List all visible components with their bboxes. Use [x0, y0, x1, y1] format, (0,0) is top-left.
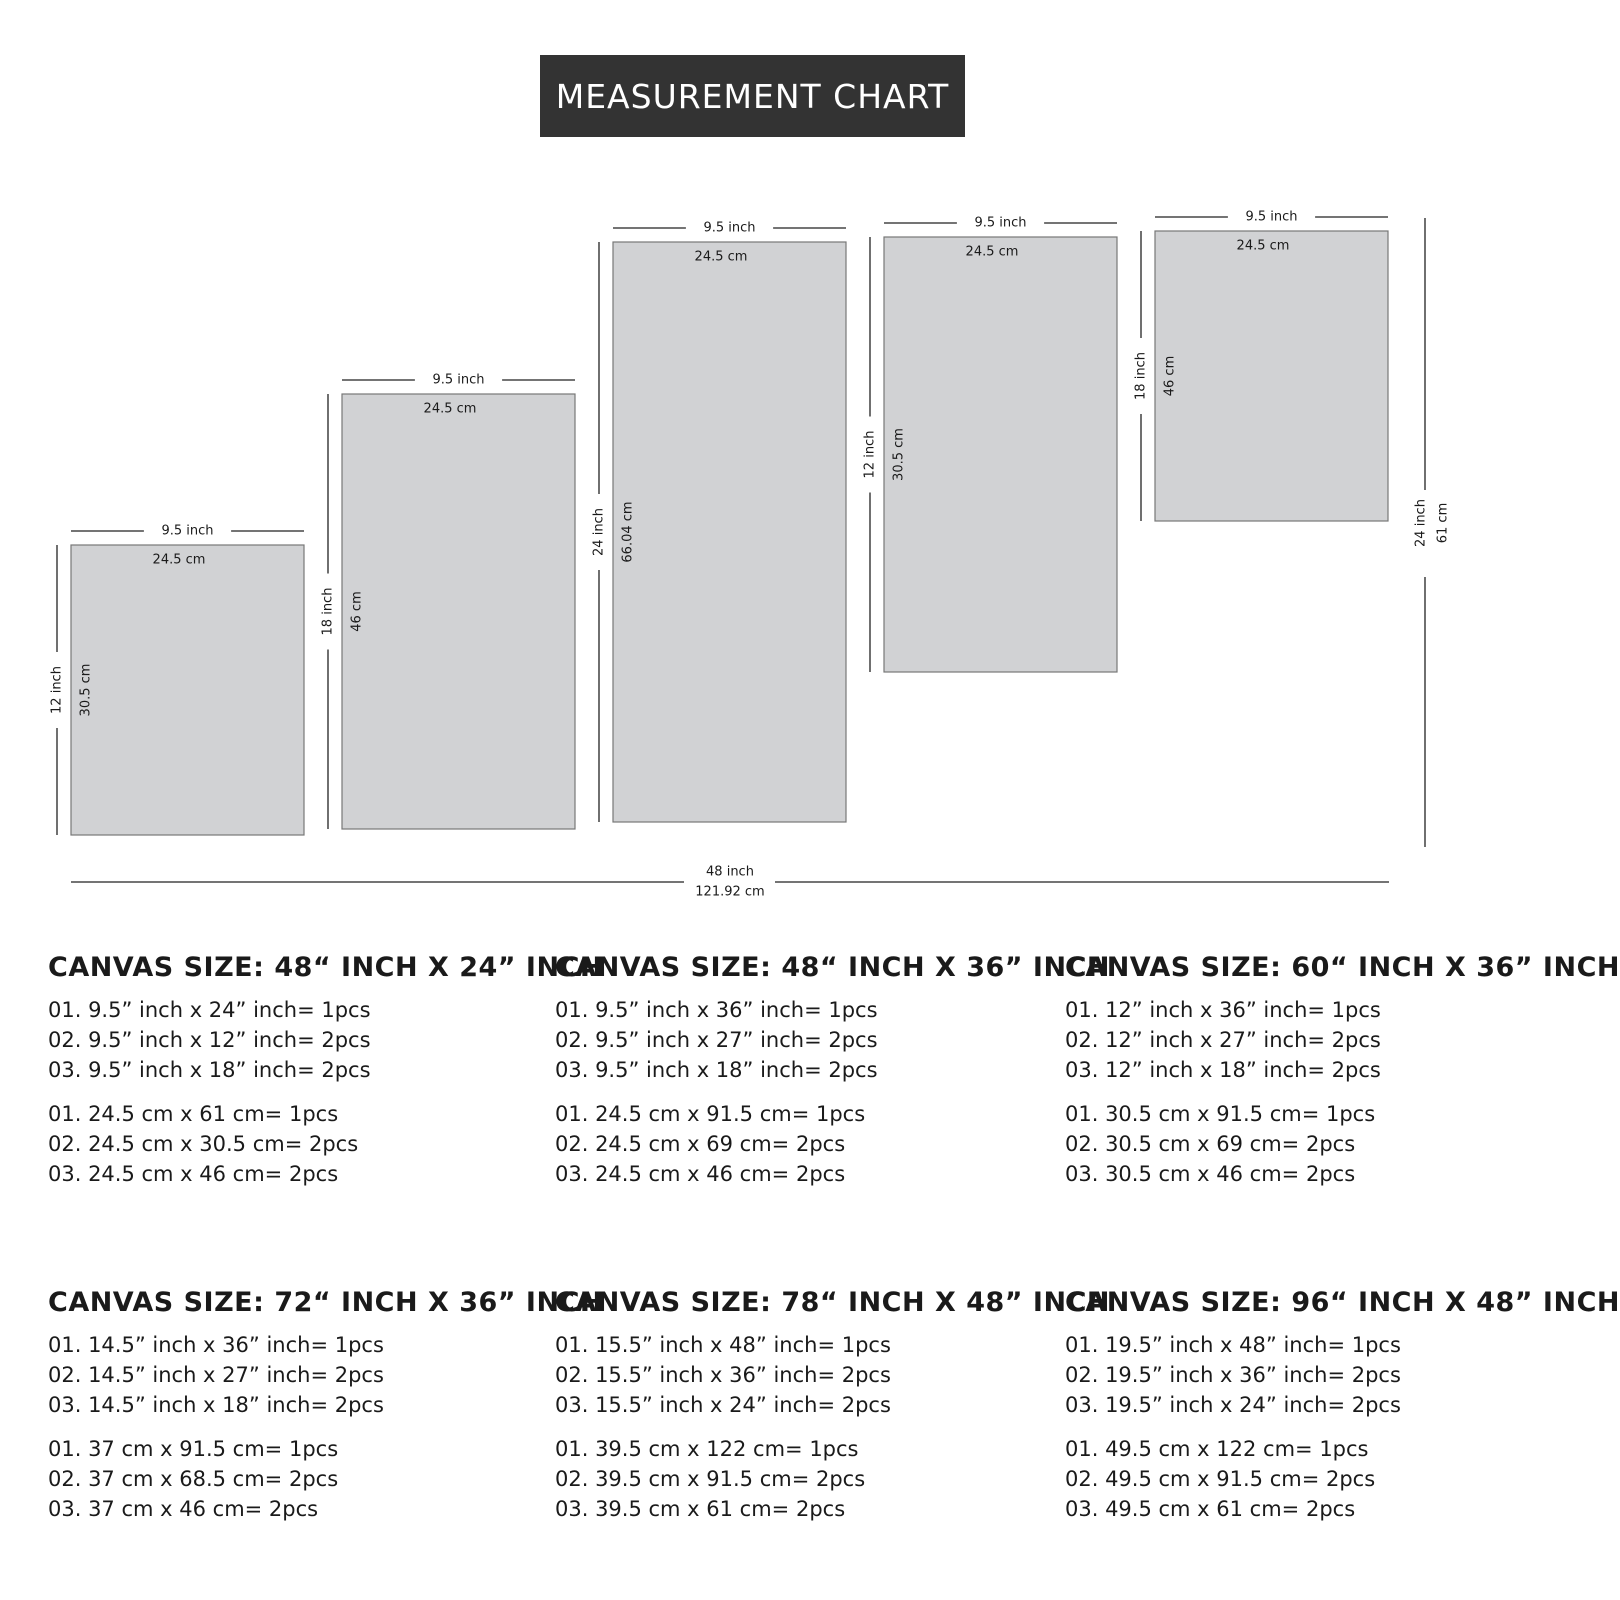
inch-size-line: 03. 9.5” inch x 18” inch= 2pcs [555, 1058, 878, 1082]
spacer [1065, 1085, 1535, 1099]
panel-4-width-label: 9.5 inch [974, 215, 1027, 231]
cm-size-line: 01. 49.5 cm x 122 cm= 1pcs [1065, 1437, 1369, 1461]
inch-size-line: 02. 9.5” inch x 12” inch= 2pcs [48, 1028, 371, 1052]
canvas-size-block-2 [555, 952, 1110, 1189]
inch-size-line: 01. 9.5” inch x 36” inch= 1pcs [555, 998, 878, 1022]
panel-5-height-label: 18 inch [1133, 352, 1149, 400]
inch-size-line: 02. 15.5” inch x 36” inch= 2pcs [555, 1363, 891, 1387]
total-height-cm-label: 61 cm [1435, 502, 1451, 544]
panel-1-height-cm-label: 30.5 cm [78, 663, 94, 717]
cm-size-line: 01. 39.5 cm x 122 cm= 1pcs [555, 1437, 859, 1461]
inch-size-line: 01. 12” inch x 36” inch= 1pcs [1065, 998, 1381, 1022]
panel-5 [1155, 231, 1388, 521]
canvas-size-block-4 [48, 1287, 603, 1524]
cm-size-line: 03. 24.5 cm x 46 cm= 2pcs [48, 1162, 339, 1186]
cm-size-line: 02. 39.5 cm x 91.5 cm= 2pcs [555, 1467, 866, 1491]
spacer [48, 1420, 518, 1434]
panel-4-height-label: 12 inch [862, 430, 878, 479]
inch-size-line: 01. 14.5” inch x 36” inch= 1pcs [48, 1333, 384, 1357]
cm-size-line: 02. 49.5 cm x 91.5 cm= 2pcs [1065, 1467, 1376, 1491]
cm-size-line: 01. 24.5 cm x 61 cm= 1pcs [48, 1102, 339, 1126]
canvas-size-block-1 [48, 952, 603, 1189]
panel-1-width-cm-label: 24.5 cm [152, 552, 206, 568]
panel-3-height-label: 24 inch [591, 508, 607, 556]
inch-size-line: 01. 19.5” inch x 48” inch= 1pcs [1065, 1333, 1401, 1357]
cm-size-line: 03. 49.5 cm x 61 cm= 2pcs [1065, 1497, 1356, 1521]
panel-3-width-label: 9.5 inch [703, 220, 756, 236]
canvas-size-heading: CANVAS SIZE: 78“ INCH X 48” INCH [555, 1287, 1110, 1318]
canvas-size-block-3 [1065, 952, 1620, 1189]
cm-size-line: 01. 30.5 cm x 91.5 cm= 1pcs [1065, 1102, 1376, 1126]
panel-5-width-label: 9.5 inch [1245, 209, 1298, 225]
cm-size-line: 03. 30.5 cm x 46 cm= 2pcs [1065, 1162, 1356, 1186]
panel-4-height-cm-label: 30.5 cm [891, 428, 907, 481]
panel-4 [884, 237, 1117, 672]
panel-3 [613, 242, 846, 822]
cm-size-line: 01. 24.5 cm x 91.5 cm= 1pcs [555, 1102, 866, 1126]
panel-1-height-label: 12 inch [49, 666, 65, 714]
total-height-label: 24 inch [1413, 499, 1429, 547]
page-title: MEASUREMENT CHART [540, 55, 965, 137]
panel-5-height-cm-label: 46 cm [1162, 355, 1178, 397]
cm-size-line: 02. 37 cm x 68.5 cm= 2pcs [48, 1467, 339, 1491]
panel-2-height-label: 18 inch [320, 587, 336, 636]
inch-size-line: 03. 15.5” inch x 24” inch= 2pcs [555, 1393, 891, 1417]
canvas-size-heading: CANVAS SIZE: 96“ INCH X 48” INCH [1065, 1287, 1620, 1318]
inch-size-line: 02. 14.5” inch x 27” inch= 2pcs [48, 1363, 384, 1387]
spacer [555, 1420, 1025, 1434]
panel-1-width-label: 9.5 inch [161, 523, 214, 539]
cm-size-line: 03. 37 cm x 46 cm= 2pcs [48, 1497, 319, 1521]
panel-2 [342, 394, 575, 829]
canvas-size-heading: CANVAS SIZE: 48“ INCH X 24” INCH [48, 952, 603, 983]
total-width-label: 48 inch [706, 864, 754, 880]
cm-size-line: 03. 39.5 cm x 61 cm= 2pcs [555, 1497, 846, 1521]
panel-2-width-cm-label: 24.5 cm [423, 401, 477, 417]
inch-size-line: 02. 12” inch x 27” inch= 2pcs [1065, 1028, 1381, 1052]
canvas-size-block-5 [555, 1287, 1110, 1524]
panel-1 [71, 545, 304, 835]
panel-3-height-cm-label: 66.04 cm [620, 501, 636, 563]
total-width-cm-label: 121.92 cm [695, 884, 765, 900]
canvas-size-heading: CANVAS SIZE: 72“ INCH X 36” INCH [48, 1287, 603, 1318]
canvas-size-heading: CANVAS SIZE: 60“ INCH X 36” INCH [1065, 952, 1620, 983]
cm-size-line: 02. 24.5 cm x 69 cm= 2pcs [555, 1132, 846, 1156]
panel-2-height-cm-label: 46 cm [349, 591, 365, 632]
panel-4-width-cm-label: 24.5 cm [965, 244, 1019, 260]
cm-size-line: 03. 24.5 cm x 46 cm= 2pcs [555, 1162, 846, 1186]
spacer [1065, 1420, 1535, 1434]
canvas-size-block-6 [1065, 1287, 1620, 1524]
cm-size-line: 02. 30.5 cm x 69 cm= 2pcs [1065, 1132, 1356, 1156]
spacer [555, 1085, 1025, 1099]
inch-size-line: 03. 12” inch x 18” inch= 2pcs [1065, 1058, 1381, 1082]
panel-3-width-cm-label: 24.5 cm [694, 249, 748, 265]
inch-size-line: 03. 9.5” inch x 18” inch= 2pcs [48, 1058, 371, 1082]
inch-size-line: 03. 14.5” inch x 18” inch= 2pcs [48, 1393, 384, 1417]
panel-2-width-label: 9.5 inch [432, 372, 485, 388]
inch-size-line: 03. 19.5” inch x 24” inch= 2pcs [1065, 1393, 1401, 1417]
inch-size-line: 01. 9.5” inch x 24” inch= 1pcs [48, 998, 371, 1022]
inch-size-line: 01. 15.5” inch x 48” inch= 1pcs [555, 1333, 891, 1357]
cm-size-line: 02. 24.5 cm x 30.5 cm= 2pcs [48, 1132, 359, 1156]
inch-size-line: 02. 19.5” inch x 36” inch= 2pcs [1065, 1363, 1401, 1387]
spacer [48, 1085, 518, 1099]
inch-size-line: 02. 9.5” inch x 27” inch= 2pcs [555, 1028, 878, 1052]
panel-5-width-cm-label: 24.5 cm [1236, 238, 1290, 254]
cm-size-line: 01. 37 cm x 91.5 cm= 1pcs [48, 1437, 339, 1461]
canvas-size-heading: CANVAS SIZE: 48“ INCH X 36” INCH [555, 952, 1110, 983]
